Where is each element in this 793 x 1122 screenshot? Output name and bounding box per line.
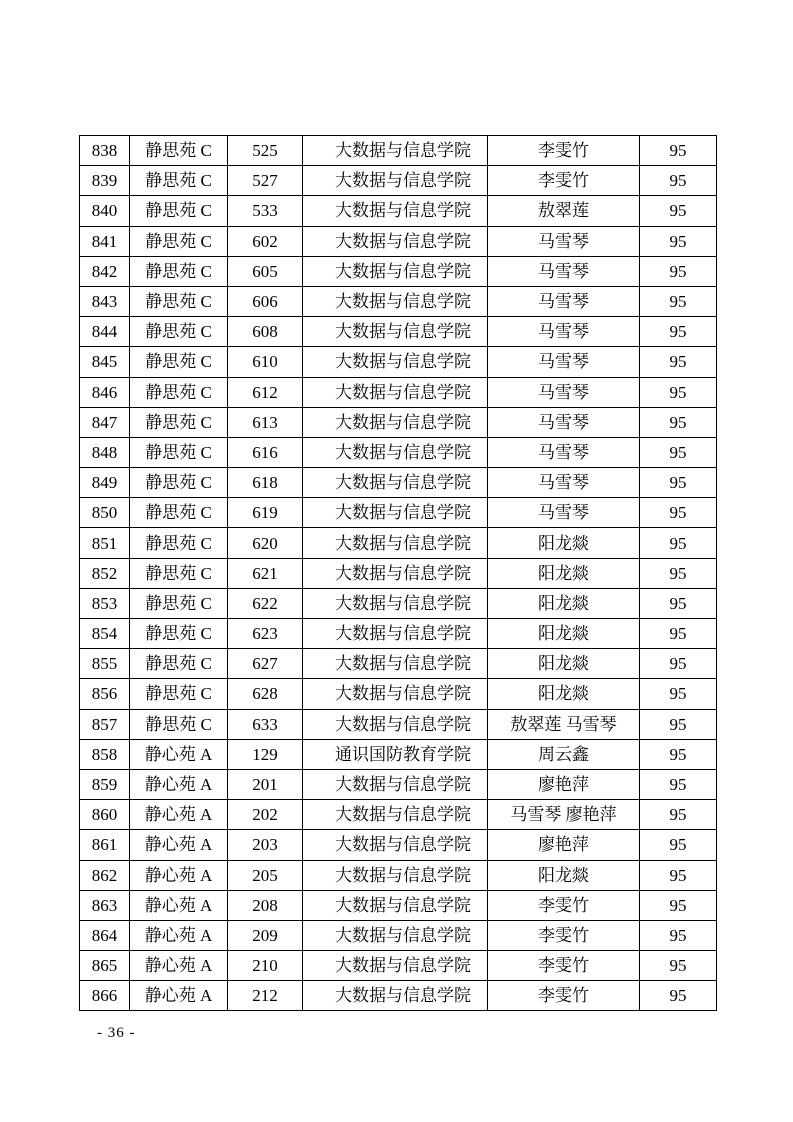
building-cell: 静思苑 C xyxy=(130,347,228,377)
room-cell: 605 xyxy=(228,256,303,286)
table-row xyxy=(80,347,717,377)
room-cell: 212 xyxy=(228,981,303,1011)
table-row xyxy=(80,196,717,226)
room-cell: 209 xyxy=(228,920,303,950)
teacher-cell: 李雯竹 xyxy=(488,981,640,1011)
score-cell: 95 xyxy=(640,588,717,618)
building-cell: 静思苑 C xyxy=(130,437,228,467)
room-cell: 621 xyxy=(228,558,303,588)
room-cell: 205 xyxy=(228,860,303,890)
score-cell: 95 xyxy=(640,317,717,347)
college-cell: 大数据与信息学院 xyxy=(303,377,488,407)
college-cell: 大数据与信息学院 xyxy=(303,166,488,196)
teacher-cell: 马雪琴 xyxy=(488,377,640,407)
table-row xyxy=(80,981,717,1011)
college-cell: 大数据与信息学院 xyxy=(303,468,488,498)
teacher-cell: 马雪琴 xyxy=(488,407,640,437)
building-cell: 静心苑 A xyxy=(130,769,228,799)
college-cell: 大数据与信息学院 xyxy=(303,769,488,799)
score-cell: 95 xyxy=(640,136,717,166)
table-row xyxy=(80,769,717,799)
score-cell: 95 xyxy=(640,800,717,830)
teacher-cell: 敖翠莲 xyxy=(488,196,640,226)
table-row xyxy=(80,226,717,256)
teacher-cell: 阳龙燚 xyxy=(488,588,640,618)
row-number-cell: 861 xyxy=(80,830,130,860)
row-number-cell: 860 xyxy=(80,800,130,830)
row-number-cell: 840 xyxy=(80,196,130,226)
room-cell: 613 xyxy=(228,407,303,437)
row-number-cell: 864 xyxy=(80,920,130,950)
table-row xyxy=(80,286,717,316)
score-cell: 95 xyxy=(640,739,717,769)
row-number-cell: 846 xyxy=(80,377,130,407)
college-cell: 大数据与信息学院 xyxy=(303,830,488,860)
building-cell: 静思苑 C xyxy=(130,407,228,437)
teacher-cell: 廖艳萍 xyxy=(488,769,640,799)
score-cell: 95 xyxy=(640,347,717,377)
college-cell: 大数据与信息学院 xyxy=(303,709,488,739)
table-row xyxy=(80,830,717,860)
college-cell: 通识国防教育学院 xyxy=(303,739,488,769)
building-cell: 静心苑 A xyxy=(130,920,228,950)
building-cell: 静心苑 A xyxy=(130,860,228,890)
college-cell: 大数据与信息学院 xyxy=(303,649,488,679)
teacher-cell: 阳龙燚 xyxy=(488,860,640,890)
college-cell: 大数据与信息学院 xyxy=(303,196,488,226)
room-cell: 619 xyxy=(228,498,303,528)
table-row xyxy=(80,951,717,981)
score-cell: 95 xyxy=(640,830,717,860)
room-cell: 602 xyxy=(228,226,303,256)
table-row xyxy=(80,800,717,830)
teacher-cell: 马雪琴 xyxy=(488,437,640,467)
teacher-cell: 阳龙燚 xyxy=(488,679,640,709)
table-row xyxy=(80,619,717,649)
score-cell: 95 xyxy=(640,709,717,739)
room-cell: 612 xyxy=(228,377,303,407)
score-cell: 95 xyxy=(640,407,717,437)
row-number-cell: 852 xyxy=(80,558,130,588)
table-row xyxy=(80,256,717,286)
score-cell: 95 xyxy=(640,951,717,981)
score-cell: 95 xyxy=(640,860,717,890)
teacher-cell: 马雪琴 xyxy=(488,498,640,528)
table-row xyxy=(80,860,717,890)
row-number-cell: 866 xyxy=(80,981,130,1011)
building-cell: 静思苑 C xyxy=(130,468,228,498)
college-cell: 大数据与信息学院 xyxy=(303,437,488,467)
building-cell: 静思苑 C xyxy=(130,528,228,558)
teacher-cell: 马雪琴 xyxy=(488,347,640,377)
building-cell: 静心苑 A xyxy=(130,951,228,981)
table-row xyxy=(80,317,717,347)
row-number-cell: 859 xyxy=(80,769,130,799)
row-number-cell: 857 xyxy=(80,709,130,739)
dormitory-score-table xyxy=(79,135,717,1011)
teacher-cell: 阳龙燚 xyxy=(488,649,640,679)
table-row xyxy=(80,920,717,950)
room-cell: 129 xyxy=(228,739,303,769)
building-cell: 静思苑 C xyxy=(130,498,228,528)
table-row xyxy=(80,890,717,920)
teacher-cell: 李雯竹 xyxy=(488,136,640,166)
building-cell: 静心苑 A xyxy=(130,981,228,1011)
row-number-cell: 843 xyxy=(80,286,130,316)
score-cell: 95 xyxy=(640,769,717,799)
building-cell: 静思苑 C xyxy=(130,286,228,316)
room-cell: 203 xyxy=(228,830,303,860)
college-cell: 大数据与信息学院 xyxy=(303,317,488,347)
table-body xyxy=(80,136,717,1011)
room-cell: 606 xyxy=(228,286,303,316)
room-cell: 620 xyxy=(228,528,303,558)
college-cell: 大数据与信息学院 xyxy=(303,256,488,286)
score-cell: 95 xyxy=(640,649,717,679)
teacher-cell: 马雪琴 xyxy=(488,256,640,286)
row-number-cell: 853 xyxy=(80,588,130,618)
building-cell: 静思苑 C xyxy=(130,136,228,166)
teacher-cell: 马雪琴 xyxy=(488,226,640,256)
building-cell: 静心苑 A xyxy=(130,800,228,830)
teacher-cell: 马雪琴 廖艳萍 xyxy=(488,800,640,830)
teacher-cell: 廖艳萍 xyxy=(488,830,640,860)
table-row xyxy=(80,437,717,467)
college-cell: 大数据与信息学院 xyxy=(303,226,488,256)
college-cell: 大数据与信息学院 xyxy=(303,800,488,830)
building-cell: 静思苑 C xyxy=(130,256,228,286)
table-row xyxy=(80,498,717,528)
room-cell: 616 xyxy=(228,437,303,467)
building-cell: 静心苑 A xyxy=(130,739,228,769)
college-cell: 大数据与信息学院 xyxy=(303,136,488,166)
room-cell: 633 xyxy=(228,709,303,739)
teacher-cell: 马雪琴 xyxy=(488,286,640,316)
page-number: - 36 - xyxy=(97,1025,136,1041)
room-cell: 610 xyxy=(228,347,303,377)
row-number-cell: 851 xyxy=(80,528,130,558)
score-cell: 95 xyxy=(640,528,717,558)
score-cell: 95 xyxy=(640,890,717,920)
college-cell: 大数据与信息学院 xyxy=(303,407,488,437)
teacher-cell: 李雯竹 xyxy=(488,890,640,920)
building-cell: 静思苑 C xyxy=(130,317,228,347)
room-cell: 618 xyxy=(228,468,303,498)
college-cell: 大数据与信息学院 xyxy=(303,588,488,618)
score-cell: 95 xyxy=(640,226,717,256)
teacher-cell: 马雪琴 xyxy=(488,317,640,347)
row-number-cell: 858 xyxy=(80,739,130,769)
room-cell: 210 xyxy=(228,951,303,981)
table-row xyxy=(80,558,717,588)
building-cell: 静思苑 C xyxy=(130,619,228,649)
row-number-cell: 848 xyxy=(80,437,130,467)
teacher-cell: 李雯竹 xyxy=(488,951,640,981)
teacher-cell: 阳龙燚 xyxy=(488,619,640,649)
score-cell: 95 xyxy=(640,437,717,467)
score-cell: 95 xyxy=(640,920,717,950)
row-number-cell: 841 xyxy=(80,226,130,256)
building-cell: 静心苑 A xyxy=(130,830,228,860)
teacher-cell: 阳龙燚 xyxy=(488,528,640,558)
building-cell: 静思苑 C xyxy=(130,709,228,739)
teacher-cell: 马雪琴 xyxy=(488,468,640,498)
table-row xyxy=(80,649,717,679)
college-cell: 大数据与信息学院 xyxy=(303,951,488,981)
score-cell: 95 xyxy=(640,558,717,588)
building-cell: 静思苑 C xyxy=(130,377,228,407)
score-cell: 95 xyxy=(640,377,717,407)
row-number-cell: 862 xyxy=(80,860,130,890)
row-number-cell: 847 xyxy=(80,407,130,437)
room-cell: 627 xyxy=(228,649,303,679)
college-cell: 大数据与信息学院 xyxy=(303,347,488,377)
table-row xyxy=(80,407,717,437)
teacher-cell: 周云鑫 xyxy=(488,739,640,769)
building-cell: 静思苑 C xyxy=(130,649,228,679)
college-cell: 大数据与信息学院 xyxy=(303,558,488,588)
row-number-cell: 850 xyxy=(80,498,130,528)
building-cell: 静思苑 C xyxy=(130,558,228,588)
teacher-cell: 敖翠莲 马雪琴 xyxy=(488,709,640,739)
table-row xyxy=(80,679,717,709)
building-cell: 静心苑 A xyxy=(130,890,228,920)
score-cell: 95 xyxy=(640,981,717,1011)
teacher-cell: 李雯竹 xyxy=(488,166,640,196)
room-cell: 208 xyxy=(228,890,303,920)
row-number-cell: 842 xyxy=(80,256,130,286)
building-cell: 静思苑 C xyxy=(130,196,228,226)
room-cell: 527 xyxy=(228,166,303,196)
score-cell: 95 xyxy=(640,256,717,286)
building-cell: 静思苑 C xyxy=(130,166,228,196)
room-cell: 628 xyxy=(228,679,303,709)
building-cell: 静思苑 C xyxy=(130,588,228,618)
score-cell: 95 xyxy=(640,196,717,226)
room-cell: 622 xyxy=(228,588,303,618)
row-number-cell: 845 xyxy=(80,347,130,377)
teacher-cell: 李雯竹 xyxy=(488,920,640,950)
row-number-cell: 854 xyxy=(80,619,130,649)
building-cell: 静思苑 C xyxy=(130,226,228,256)
score-cell: 95 xyxy=(640,468,717,498)
college-cell: 大数据与信息学院 xyxy=(303,981,488,1011)
college-cell: 大数据与信息学院 xyxy=(303,619,488,649)
table-row xyxy=(80,588,717,618)
row-number-cell: 855 xyxy=(80,649,130,679)
row-number-cell: 844 xyxy=(80,317,130,347)
score-cell: 95 xyxy=(640,619,717,649)
college-cell: 大数据与信息学院 xyxy=(303,498,488,528)
building-cell: 静思苑 C xyxy=(130,679,228,709)
score-cell: 95 xyxy=(640,498,717,528)
college-cell: 大数据与信息学院 xyxy=(303,860,488,890)
row-number-cell: 856 xyxy=(80,679,130,709)
college-cell: 大数据与信息学院 xyxy=(303,920,488,950)
college-cell: 大数据与信息学院 xyxy=(303,679,488,709)
room-cell: 525 xyxy=(228,136,303,166)
room-cell: 533 xyxy=(228,196,303,226)
table-row xyxy=(80,136,717,166)
score-cell: 95 xyxy=(640,166,717,196)
teacher-cell: 阳龙燚 xyxy=(488,558,640,588)
table-row xyxy=(80,709,717,739)
college-cell: 大数据与信息学院 xyxy=(303,890,488,920)
room-cell: 201 xyxy=(228,769,303,799)
row-number-cell: 863 xyxy=(80,890,130,920)
row-number-cell: 838 xyxy=(80,136,130,166)
row-number-cell: 865 xyxy=(80,951,130,981)
score-cell: 95 xyxy=(640,679,717,709)
table-row xyxy=(80,739,717,769)
score-cell: 95 xyxy=(640,286,717,316)
college-cell: 大数据与信息学院 xyxy=(303,286,488,316)
table-row xyxy=(80,528,717,558)
row-number-cell: 849 xyxy=(80,468,130,498)
table-row xyxy=(80,377,717,407)
table-row xyxy=(80,468,717,498)
row-number-cell: 839 xyxy=(80,166,130,196)
room-cell: 608 xyxy=(228,317,303,347)
room-cell: 202 xyxy=(228,800,303,830)
room-cell: 623 xyxy=(228,619,303,649)
table-row xyxy=(80,166,717,196)
college-cell: 大数据与信息学院 xyxy=(303,528,488,558)
